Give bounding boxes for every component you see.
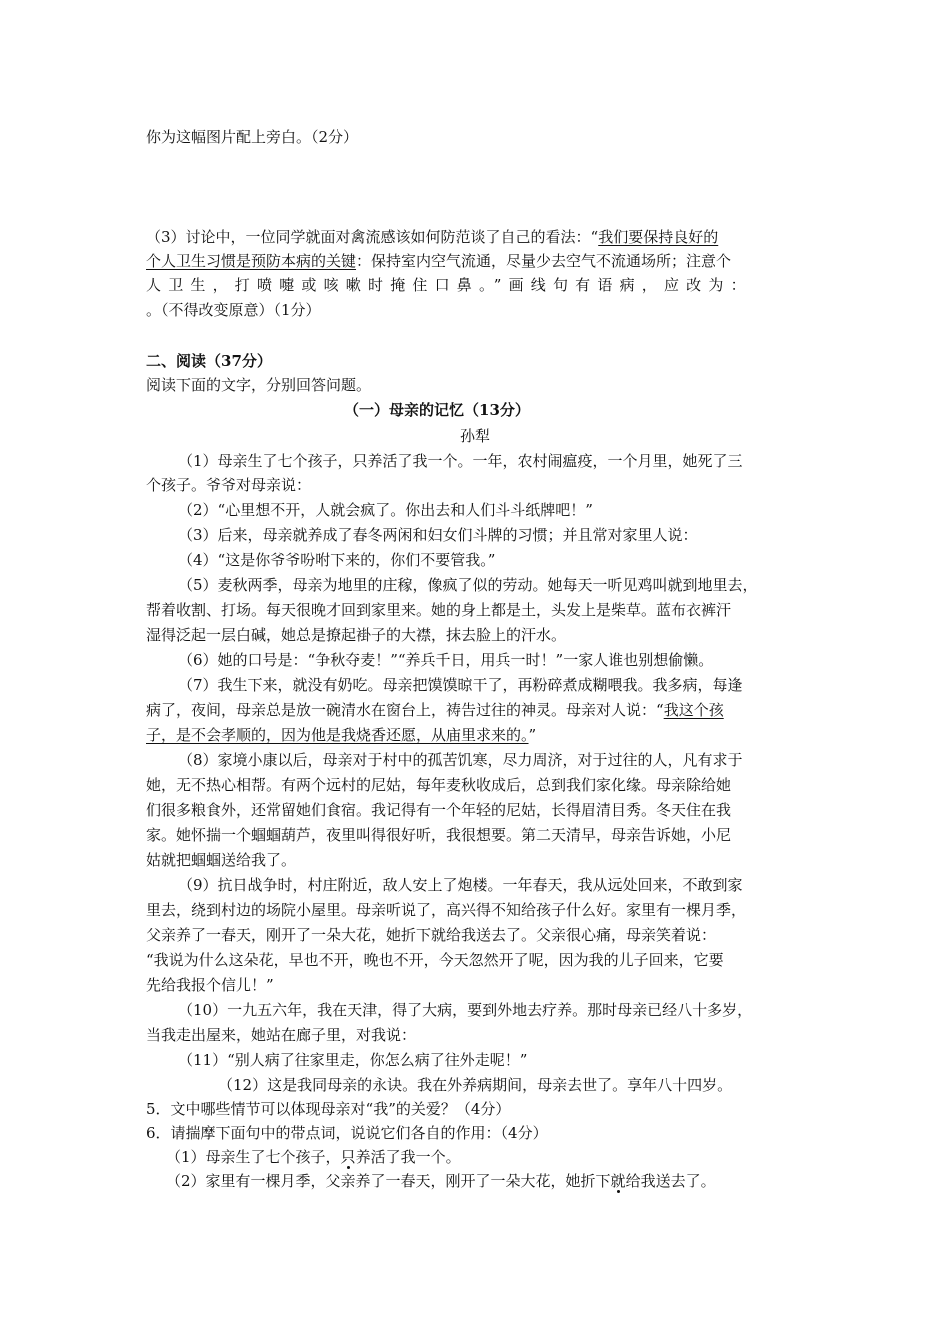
paragraph-8-line-2: 她，无不热心相帮。有两个远村的尼姑，每年麦秋收成后，总到我们家化缘。母亲除给她 [146,776,732,794]
paragraph-8-line-1: （8）家境小康以后，母亲对于村中的孤苦饥寒，尽力周济，对于过往的人，凡有求于 [178,751,743,769]
section-instruction: 阅读下面的文字，分别回答问题。 [146,376,372,394]
paragraph-8-line-3: 们很多粮食外，还常留她们食宿。我记得有一个年轻的尼姑，长得眉清目秀。冬天住在我 [146,801,732,819]
q3-line-4: 。（不得改变原意）（1分） [146,301,321,319]
paragraph-text: 病了，夜间，母亲总是放一碗清水在窗台上，祷告过往的神灵。母亲对人说：“ [146,701,664,719]
question-text: 给我送去了。 [625,1172,716,1190]
q3-text: （3）讨论中，一位同学就面对禽流感该如何防范谈了自己的看法：“ [146,228,599,246]
question-6: 6．请揣摩下面句中的带点词，说说它们各自的作用：（4分） [146,1124,548,1142]
q3-underlined-sentence: 我们要保持良好的 [598,228,719,246]
paragraph-9-line-2: 里去，绕到村边的场院小屋里。母亲听说了，高兴得不知给孩子什么好。家里有一棵月季， [146,901,747,919]
dotted-word: 只 [340,1148,356,1166]
paragraph-2: （2）“心里想不开，人就会疯了。你出去和人们斗斗纸牌吧！” [178,501,593,519]
question-5: 5．文中哪些情节可以体现母亲对“我”的关爱？（4分） [146,1100,511,1118]
paragraph-1-line-1: （1）母亲生了七个孩子，只养活了我一个。一年，农村闹瘟疫，一个月里，她死了三 [178,452,743,470]
paragraph-text: ” [528,726,537,744]
underlined-sentence: 子，是不会孝顺的，因为他是我烧香还愿，从庙里求来的。 [146,726,529,744]
question-text: （1）母亲生了七个孩子， [166,1148,341,1166]
q3-underlined-sentence: 个人卫生习惯是预防本病的关键 [146,252,357,270]
question-6-item-2 [166,1170,716,1192]
paragraph-9-line-4: “我说为什么这朵花，早也不开，晚也不开，今天忽然开了呢，因为我的儿子回来，它要 [146,951,724,969]
paragraph-10-line-1: （10）一九五六年，我在天津，得了大病，要到外地去疗养。那时母亲已经八十多岁， [178,1001,753,1019]
paragraph-9-line-5: 先给我报个信儿！” [146,976,274,994]
dotted-word: 就 [610,1172,626,1190]
q3-line-3 [146,274,801,296]
paragraph-7-line-2 [146,699,724,721]
paragraph-4: （4）“这是你爷爷吩咐下来的，你们不要管我。” [178,551,496,569]
paragraph-8-line-5: 姑就把蝈蝈送给我了。 [146,851,297,869]
q3-line-2 [146,250,731,272]
paragraph-7-line-1: （7）我生下来，就没有奶吃。母亲把馍馍晾干了，再粉碎煮成糊喂我。我多病，每逢 [178,676,743,694]
q3-line-1 [146,226,718,248]
paragraph-9-line-3: 父亲养了一春天，刚开了一朵大花，她折下就给我送去了。父亲很心痛，母亲笑着说： [146,926,717,944]
paragraph-7-line-3 [146,724,536,746]
underlined-sentence: 我这个孩 [663,701,724,719]
paragraph-9-line-1: （9）抗日战争时，村庄附近，敌人安上了炮楼。一年春天，我从远处回来，不敢到家 [178,876,743,894]
q3-text: ：保持室内空气流通，尽量少去空气不流通场所；注意个 [356,252,732,270]
paragraph-8-line-4: 家。她怀揣一个蝈蝈葫芦，夜里叫得很好听，我很想要。第二天清早，母亲告诉她，小尼 [146,826,732,844]
instruction-line: 你为这幅图片配上旁白。（2分） [146,128,359,146]
question-text: （2）家里有一棵月季，父亲养了一春天，刚开了一朵大花，她折下 [166,1172,611,1190]
question-6-item-1 [166,1146,461,1168]
q3-text: 人卫生，打喷嚏或咳嗽时掩住口鼻。”画线句有语病，应改为： [146,276,753,294]
paragraph-5-line-1: （5）麦秋两季，母亲为地里的庄稼，像疯了似的劳动。她每天一听见鸡叫就到地里去， [178,576,758,594]
question-text: 养活了我一个。 [355,1148,461,1166]
article-title: （一）母亲的记忆（13分） [344,401,530,419]
paragraph-5-line-3: 湿得泛起一层白碱，她总是撩起褂子的大襟，抹去脸上的汗水。 [146,626,567,644]
paragraph-3: （3）后来，母亲就养成了春冬两闲和妇女们斗牌的习惯；并且常对家里人说： [178,526,698,544]
paragraph-6: （6）她的口号是：“争秋夺麦！”“养兵千日，用兵一时！”一家人谁也别想偷懒。 [178,651,714,669]
paragraph-11: （11）“别人病了往家里走，你怎么病了往外走呢！” [178,1051,528,1069]
section-heading: 二、阅读（37分） [146,352,272,370]
paragraph-12: （12）这是我同母亲的永诀。我在外养病期间，母亲去世了。享年八十四岁。 [218,1076,733,1094]
paragraph-5-line-2: 帮着收割、打场。每天很晚才回到家里来。她的身上都是土，头发上是柴草。蓝布衣裤汗 [146,601,732,619]
paragraph-10-line-2: 当我走出屋来，她站在廊子里，对我说： [146,1026,417,1044]
paragraph-1-line-2: 个孩子。爷爷对母亲说： [146,476,312,494]
article-author: 孙犁 [460,427,491,445]
